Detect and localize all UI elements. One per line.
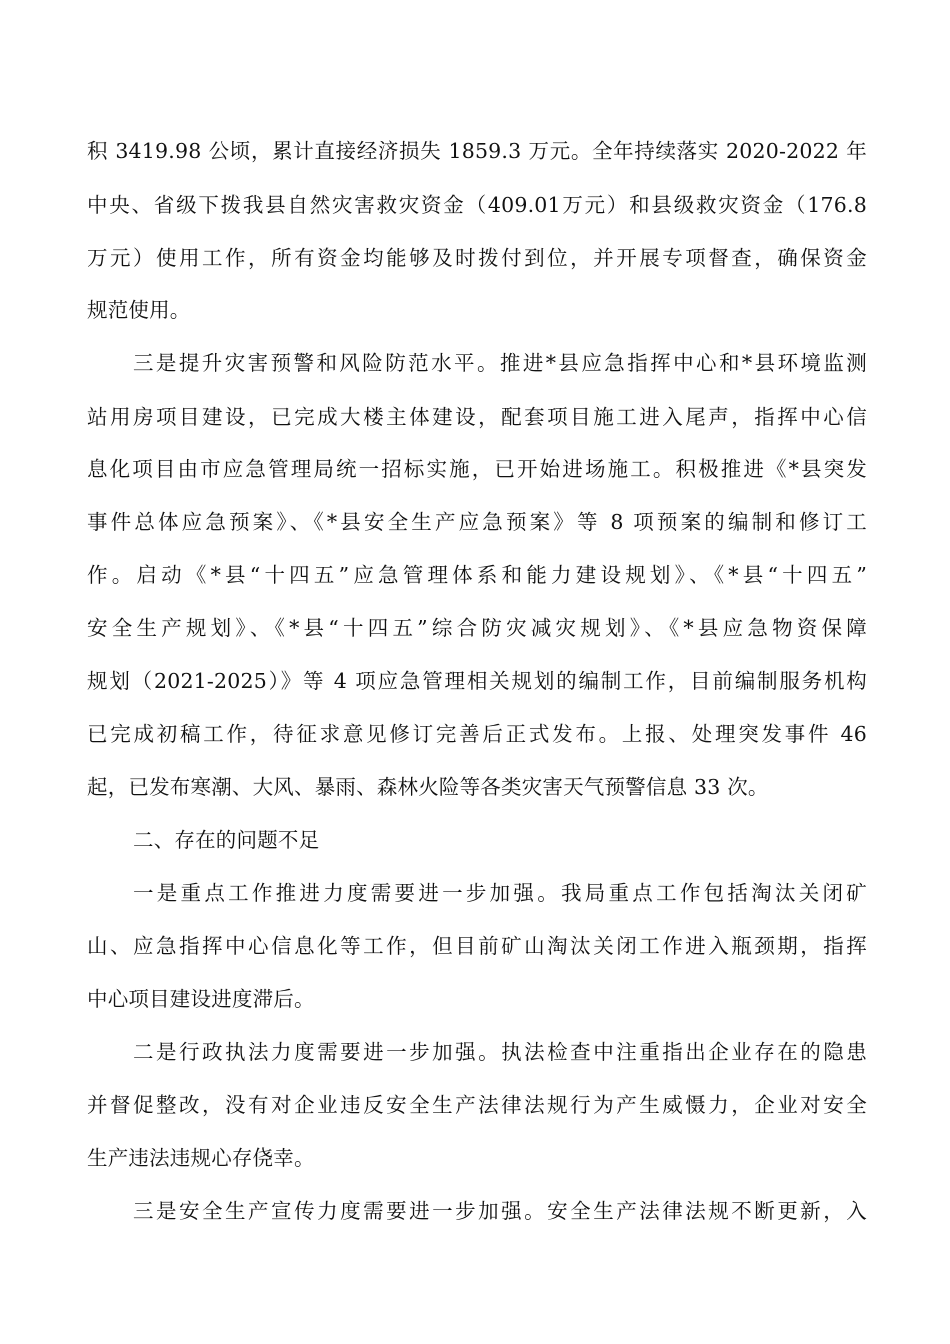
text-line: 站用房项目建设，已完成大楼主体建设，配套项目施工进入尾声，指挥中心信 <box>87 405 867 429</box>
section-heading: 二、存在的问题不足 <box>133 828 320 852</box>
paragraph-first-line: 三是提升灾害预警和风险防范水平。推进*县应急指挥中心和*县环境监测 <box>133 351 867 375</box>
text-line: 中央、省级下拨我县自然灾害救灾资金（409.01万元）和县级救灾资金（176.8 <box>87 193 867 217</box>
text-line: 生产违法违规心存侥幸。 <box>87 1146 315 1170</box>
paragraph-first-line: 二是行政执法力度需要进一步加强。执法检查中注重指出企业存在的隐患 <box>133 1040 867 1064</box>
text-line: 中心项目建设进度滞后。 <box>87 987 315 1011</box>
text-line: 起，已发布寒潮、大风、暴雨、森林火险等各类灾害天气预警信息 33 次。 <box>87 775 769 799</box>
text-line: 已完成初稿工作，待征求意见修订完善后正式发布。上报、处理突发事件 46 <box>87 722 867 746</box>
paragraph-first-line: 三是安全生产宣传力度需要进一步加强。安全生产法律法规不断更新，入 <box>133 1199 867 1223</box>
text-line: 山、应急指挥中心信息化等工作，但目前矿山淘汰关闭工作进入瓶颈期，指挥 <box>87 934 867 958</box>
text-line: 作。启动《*县“十四五”应急管理体系和能力建设规划》、《*县“十四五” <box>87 563 867 587</box>
text-line: 积 3419.98 公顷，累计直接经济损失 1859.3 万元。全年持续落实 2020-2022 年 <box>87 139 867 163</box>
text-line: 息化项目由市应急管理局统一招标实施，已开始进场施工。积极推进《*县突发 <box>87 457 867 481</box>
text-line: 规划（2021-2025）》等 4 项应急管理相关规划的编制工作，目前编制服务机构 <box>87 669 867 693</box>
text-line: 安全生产规划》、《*县“十四五”综合防灾减灾规划》、《*县应急物资保障 <box>87 616 867 640</box>
paragraph-first-line: 一是重点工作推进力度需要进一步加强。我局重点工作包括淘汰关闭矿 <box>133 881 867 905</box>
text-line: 事件总体应急预案》、《*县安全生产应急预案》等 8 项预案的编制和修订工 <box>87 510 867 534</box>
text-line: 规范使用。 <box>87 298 191 322</box>
text-line: 并督促整改，没有对企业违反安全生产法律法规行为产生威慑力，企业对安全 <box>87 1093 867 1117</box>
text-line: 万元）使用工作，所有资金均能够及时拨付到位，并开展专项督查，确保资金 <box>87 246 867 270</box>
